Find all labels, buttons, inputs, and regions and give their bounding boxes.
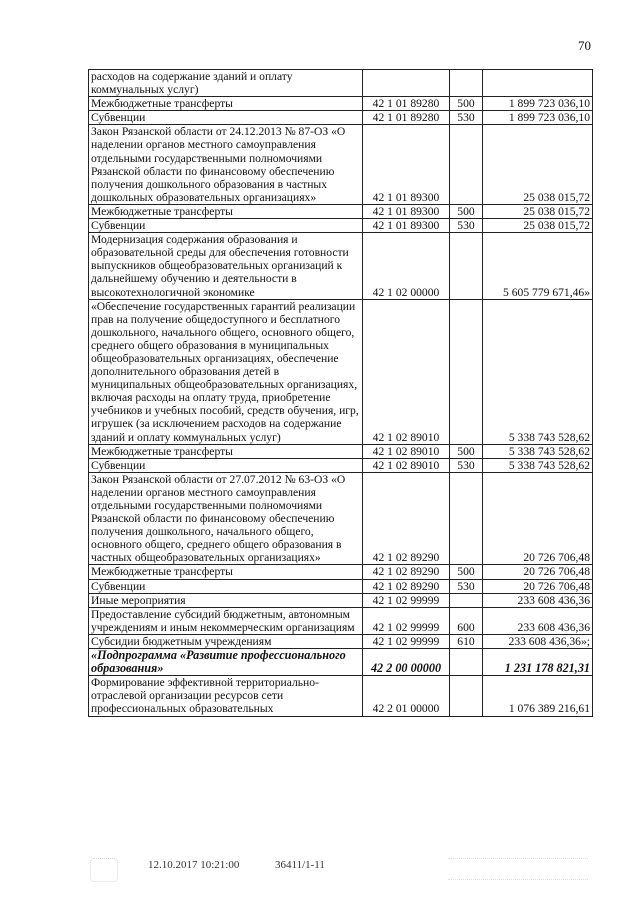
row-code: 42 1 01 89280 xyxy=(363,111,450,125)
row-type: 500 xyxy=(450,204,483,218)
table-row xyxy=(89,593,593,607)
row-type xyxy=(450,299,483,444)
row-code: 42 1 01 89300 xyxy=(363,125,450,205)
budget-table-body xyxy=(89,70,593,717)
row-sum: 5 338 743 528,62 xyxy=(483,299,593,444)
row-type: 530 xyxy=(450,579,483,593)
row-type: 530 xyxy=(450,219,483,233)
row-code: 42 1 01 89280 xyxy=(363,97,450,111)
row-type xyxy=(450,472,483,565)
row-code: 42 1 02 89010 xyxy=(363,444,450,458)
row-name: Субвенции xyxy=(89,111,363,125)
row-type: 600 xyxy=(450,607,483,634)
row-type: 610 xyxy=(450,634,483,648)
row-code: 42 1 02 99999 xyxy=(363,593,450,607)
table-row xyxy=(89,125,593,205)
row-code: 42 2 00 00000 xyxy=(363,649,450,676)
row-name: Субвенции xyxy=(89,219,363,233)
row-sum: 233 608 436,36»; xyxy=(483,634,593,648)
row-name: Субсидии бюджетным учреждениям xyxy=(89,634,363,648)
row-type xyxy=(450,649,483,676)
table-row xyxy=(89,607,593,634)
row-type xyxy=(450,233,483,299)
row-sum: 5 338 743 528,62 xyxy=(483,458,593,472)
row-code: 42 1 02 89290 xyxy=(363,472,450,565)
row-name: «Обеспечение государственных гарантий реализации прав на получение общедоступного и бесплатного дошкольного, начального общего, основного общего, среднего общего образования в муниципальных общеобразовательных организациях, обеспечение дополнительного образования детей в муниципальных общеобразовательных организациях, включая расходы на оплату труда, приобретение учебников и учебных пособий, средств обучения, игр, игрушек (за исключением расходов на содержание зданий и оплату коммунальных услуг) xyxy=(89,299,363,444)
table-row xyxy=(89,219,593,233)
row-sum: 1 076 389 216,61 xyxy=(483,676,593,716)
row-sum: 233 608 436,36 xyxy=(483,607,593,634)
row-name: расходов на содержание зданий и оплату коммунальных услуг) xyxy=(89,70,363,97)
row-sum: 25 038 015,72 xyxy=(483,204,593,218)
table-row xyxy=(89,458,593,472)
row-type: 500 xyxy=(450,444,483,458)
table-row xyxy=(89,579,593,593)
table-row xyxy=(89,299,593,444)
row-name: Модернизация содержания образования и образовательной среды для обеспечения готовности выпускников общеобразовательных организаций к дальнейшему обучению и деятельности в высокотехнологичной экономике xyxy=(89,233,363,299)
row-sum: 1 231 178 821,31 xyxy=(483,649,593,676)
row-name: Межбюджетные трансферты xyxy=(89,97,363,111)
table-row xyxy=(89,649,593,676)
table-row xyxy=(89,97,593,111)
row-sum xyxy=(483,70,593,97)
row-name: Межбюджетные трансферты xyxy=(89,204,363,218)
row-name: Иные мероприятия xyxy=(89,593,363,607)
row-sum: 1 899 723 036,10 xyxy=(483,97,593,111)
table-row xyxy=(89,444,593,458)
row-sum: 20 726 706,48 xyxy=(483,579,593,593)
row-type: 500 xyxy=(450,565,483,579)
row-name: Закон Рязанской области от 24.12.2013 № 87-ОЗ «О наделении органов местного самоуправления отдельными государственными полномочиями Рязанской области по финансовому обеспечению получения дошкольного образования в частных дошкольных образовательных организациях» xyxy=(89,125,363,205)
row-code: 42 1 02 99999 xyxy=(363,634,450,648)
row-code: 42 1 01 89300 xyxy=(363,219,450,233)
budget-table xyxy=(88,69,593,717)
row-name: Формирование эффективной территориально-отраслевой организации ресурсов сети профессиональных образовательных xyxy=(89,676,363,716)
row-code: 42 1 02 89290 xyxy=(363,579,450,593)
row-type xyxy=(450,70,483,97)
row-code: 42 1 02 89290 xyxy=(363,565,450,579)
footer-doc-number: 36411/1-11 xyxy=(275,859,325,871)
row-name: Субвенции xyxy=(89,458,363,472)
row-type: 530 xyxy=(450,111,483,125)
table-row xyxy=(89,565,593,579)
row-sum: 20 726 706,48 xyxy=(483,565,593,579)
table-row xyxy=(89,676,593,716)
row-type: 500 xyxy=(450,97,483,111)
row-code: 42 2 01 00000 xyxy=(363,676,450,716)
table-row xyxy=(89,233,593,299)
row-sum: 1 899 723 036,10 xyxy=(483,111,593,125)
row-name: «Подпрограмма «Развитие профессионального образования» xyxy=(89,649,363,676)
page-number: 70 xyxy=(578,38,591,53)
row-sum: 25 038 015,72 xyxy=(483,125,593,205)
row-code: 42 1 02 89010 xyxy=(363,299,450,444)
table-row xyxy=(89,634,593,648)
stamp-mark xyxy=(90,858,118,882)
table-row xyxy=(89,472,593,565)
table-row xyxy=(89,70,593,97)
row-type: 530 xyxy=(450,458,483,472)
row-name: Межбюджетные трансферты xyxy=(89,565,363,579)
row-code xyxy=(363,70,450,97)
row-name: Межбюджетные трансферты xyxy=(89,444,363,458)
row-sum: 20 726 706,48 xyxy=(483,472,593,565)
row-type xyxy=(450,593,483,607)
row-code: 42 1 01 89300 xyxy=(363,204,450,218)
row-code: 42 1 02 00000 xyxy=(363,233,450,299)
row-sum: 5 605 779 671,46» xyxy=(483,233,593,299)
footer-date: 12.10.2017 10:21:00 xyxy=(148,859,240,871)
table-row xyxy=(89,111,593,125)
row-sum: 233 608 436,36 xyxy=(483,593,593,607)
row-type xyxy=(450,125,483,205)
table-row xyxy=(89,204,593,218)
row-code: 42 1 02 89010 xyxy=(363,458,450,472)
row-type xyxy=(450,676,483,716)
row-code: 42 1 02 99999 xyxy=(363,607,450,634)
row-sum: 5 338 743 528,62 xyxy=(483,444,593,458)
row-sum: 25 038 015,72 xyxy=(483,219,593,233)
row-name: Субвенции xyxy=(89,579,363,593)
faint-stamp xyxy=(448,858,588,880)
row-name: Закон Рязанской области от 27.07.2012 № 63-ОЗ «О наделении органов местного самоуправления отдельными государственными полномочиями Рязанской области по финансовому обеспечению получения дошкольного, начального общего, основного общего, среднего общего образования в частных общеобразовательных организациях» xyxy=(89,472,363,565)
row-name: Предоставление субсидий бюджетным, автономным учреждениям и иным некоммерческим организациям xyxy=(89,607,363,634)
